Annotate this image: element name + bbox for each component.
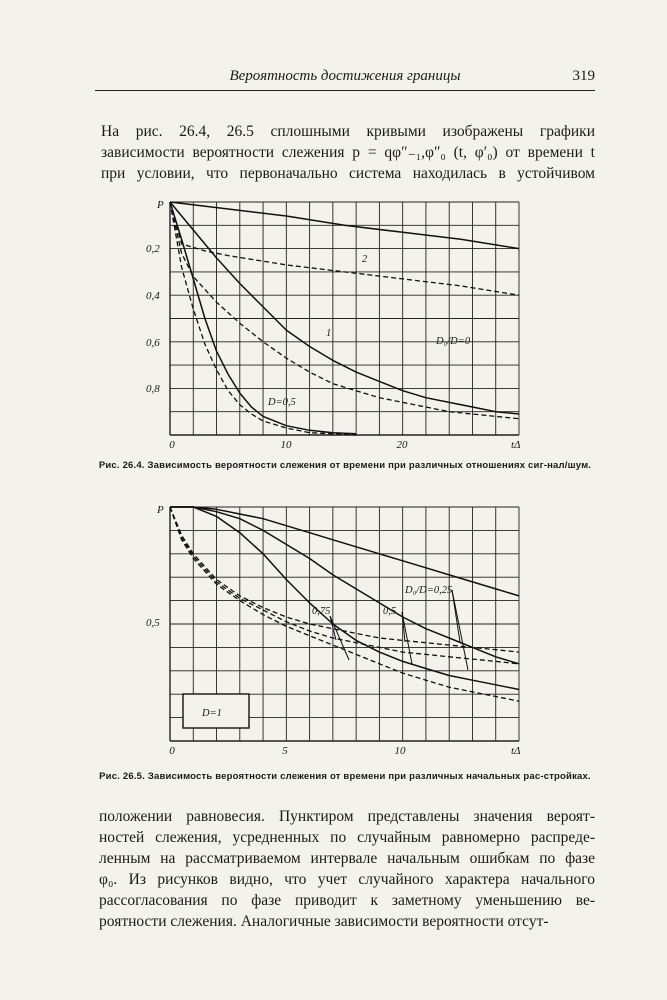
curve-label: D₀/D=0,25 — [405, 585, 453, 596]
curve-label: D=1 — [202, 708, 222, 719]
y-axis-label: P — [157, 504, 164, 516]
curve-label: D₀/D=0 — [436, 336, 471, 347]
leader-line — [452, 590, 460, 642]
text-line: φ₀. Из рисунков видно, что учет случайного характера начального — [99, 871, 595, 888]
x-axis-label: tΔ — [511, 439, 521, 451]
y-tick-label: 0,8 — [146, 383, 160, 395]
curve-label: D=0,5 — [268, 397, 296, 408]
y-axis-label: P — [157, 199, 164, 211]
x-tick-label: 0 — [169, 439, 175, 451]
y-tick-label: 0,5 — [146, 617, 160, 629]
x-tick-label: 5 — [282, 745, 288, 757]
curve-label: 0,75 — [312, 606, 331, 617]
text-line: рассогласования по фазе приводит к заметному уменьшению ве- — [99, 892, 595, 909]
text-line: при условии, что первоначально система находилась в устойчивом — [101, 165, 595, 182]
text-line: зависимости вероятности слежения p = qφ″₋₁,φ″₀ (t, φ′₀) от времени t — [101, 144, 595, 161]
x-tick-label: 10 — [394, 745, 406, 757]
figure-26-4-caption: Рис. 26.4. Зависимость вероятности слежения от времени при различных отношениях сиг-нал/шум. — [98, 460, 592, 471]
x-axis-label: tΔ — [511, 745, 521, 757]
figure-26-4-chart — [146, 199, 521, 451]
figure-26-5-chart — [146, 504, 521, 757]
y-tick-label: 0,6 — [146, 337, 160, 349]
curve-label: 1 — [326, 328, 332, 339]
page-number: 319 — [572, 68, 595, 84]
paragraph-body — [99, 806, 595, 932]
series-line — [170, 507, 519, 701]
text-line: На рис. 26.4, 26.5 сплошными кривыми изображены графики — [101, 123, 595, 140]
curve-label: 0,5 — [383, 606, 397, 617]
running-title: Вероятность достижения границы — [229, 68, 461, 84]
text-line: роятности слежения. Аналогичные зависимости вероятности отсут- — [99, 913, 549, 930]
curve-label: 2 — [362, 254, 368, 265]
x-tick-label: 10 — [280, 439, 292, 451]
figure-26-5-caption: Рис. 26.5. Зависимость вероятности слежения от времени при различных начальных рас-стройках. — [99, 771, 591, 782]
text-line: ностей слежения, усредненных по случайным равномерно распреде- — [99, 829, 595, 846]
series-line — [170, 202, 519, 419]
y-tick-label: 0,2 — [146, 243, 160, 255]
text-line: положении равновесия. Пунктиром представлены значения вероят- — [99, 808, 595, 825]
x-tick-label: 0 — [169, 745, 175, 757]
y-tick-label: 0,4 — [146, 290, 160, 302]
text-line: ленным на рассматриваемом интервале начальным ошибкам по фазе — [99, 850, 595, 867]
x-tick-label: 20 — [396, 439, 408, 451]
